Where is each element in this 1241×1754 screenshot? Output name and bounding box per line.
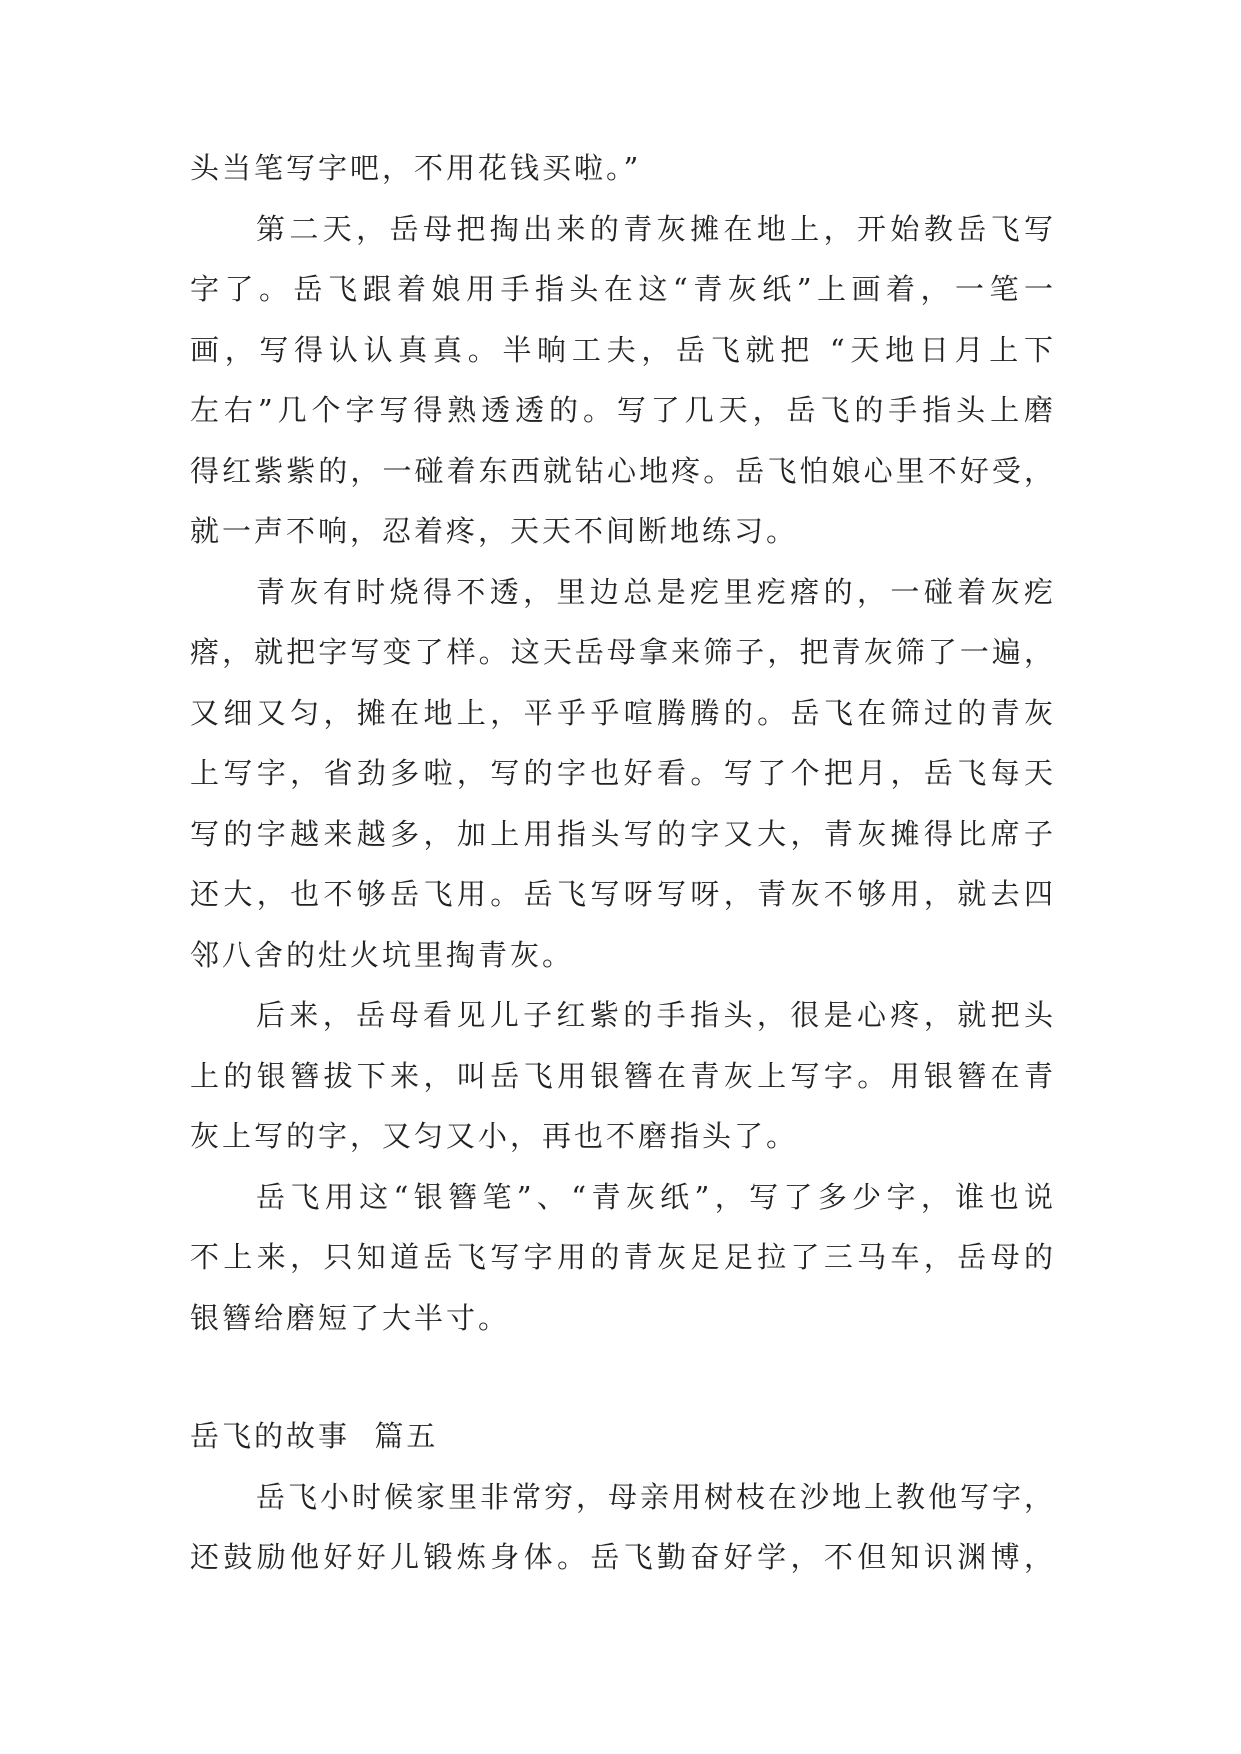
paragraph-line: 就一声不响，忍着疼，天天不间断地练习。 — [190, 514, 799, 548]
paragraph-line: 又细又匀，摊在地上，平乎乎喧腾腾的。岳飞在筛过的青灰 — [190, 695, 1056, 730]
paragraph-line: 瘩，就把字写变了样。这天岳母拿来筛子，把青灰筛了一遍， — [190, 635, 1056, 669]
paragraph-line: 头当笔写字吧，不用花钱买啦。” — [190, 151, 642, 185]
paragraph-line: 不上来，只知道岳飞写字用的青灰足足拉了三马车，岳母的 — [190, 1240, 1056, 1274]
paragraph-line: 后来，岳母看见儿子红紫的手指头，很是心疼，就把头 — [256, 998, 1056, 1032]
paragraph-line: 画，写得认认真真。半晌工夫，岳飞就把 “天地日月上下 — [190, 332, 1056, 367]
paragraph-line: 还大，也不够岳飞用。岳飞写呀写呀，青灰不够用，就去四 — [190, 877, 1056, 911]
paragraph-line: 邻八舍的灶火坑里掏青灰。 — [190, 937, 575, 972]
paragraph-line: 银簪给磨短了大半寸。 — [190, 1300, 511, 1335]
paragraph-line: 灰上写的字，又匀又小，再也不磨指头了。 — [190, 1119, 799, 1153]
paragraph-line: 上写字，省劲多啦，写的字也好看。写了个把月，岳飞每天 — [190, 756, 1056, 790]
section-spacer — [190, 1358, 1056, 1416]
paragraph-line: 得红紫紫的，一碰着东西就钻心地疼。岳飞怕娘心里不好受， — [190, 453, 1056, 488]
document-body — [190, 148, 1056, 1598]
paragraph-line: 青灰有时烧得不透，里边总是疙里疙瘩的，一碰着灰疙 — [256, 574, 1056, 609]
paragraph-line: 写的字越来越多，加上用指头写的字又大，青灰摊得比席子 — [190, 816, 1056, 851]
paragraph-line: 字了。岳飞跟着娘用手指头在这“青灰纸”上画着，一笔一 — [190, 272, 1056, 306]
paragraph-line: 还鼓励他好好儿锻炼身体。岳飞勤奋好学，不但知识渊博， — [190, 1540, 1056, 1574]
paragraph-line: 第二天，岳母把掏出来的青灰摊在地上，开始教岳飞写 — [256, 211, 1056, 246]
paragraph-line: 岳飞用这“银簪笔”、“青灰纸”，写了多少字，谁也说 — [256, 1179, 1056, 1214]
paragraph-line: 上的银簪拔下来，叫岳飞用银簪在青灰上写字。用银簪在青 — [190, 1058, 1056, 1093]
paragraph-line: 左右”几个字写得熟透透的。写了几天，岳飞的手指头上磨 — [190, 393, 1056, 427]
paragraph-line: 岳飞小时候家里非常穷，母亲用树枝在沙地上教他写字， — [256, 1479, 1057, 1514]
section-title: 岳飞的故事 篇五 — [190, 1419, 439, 1453]
